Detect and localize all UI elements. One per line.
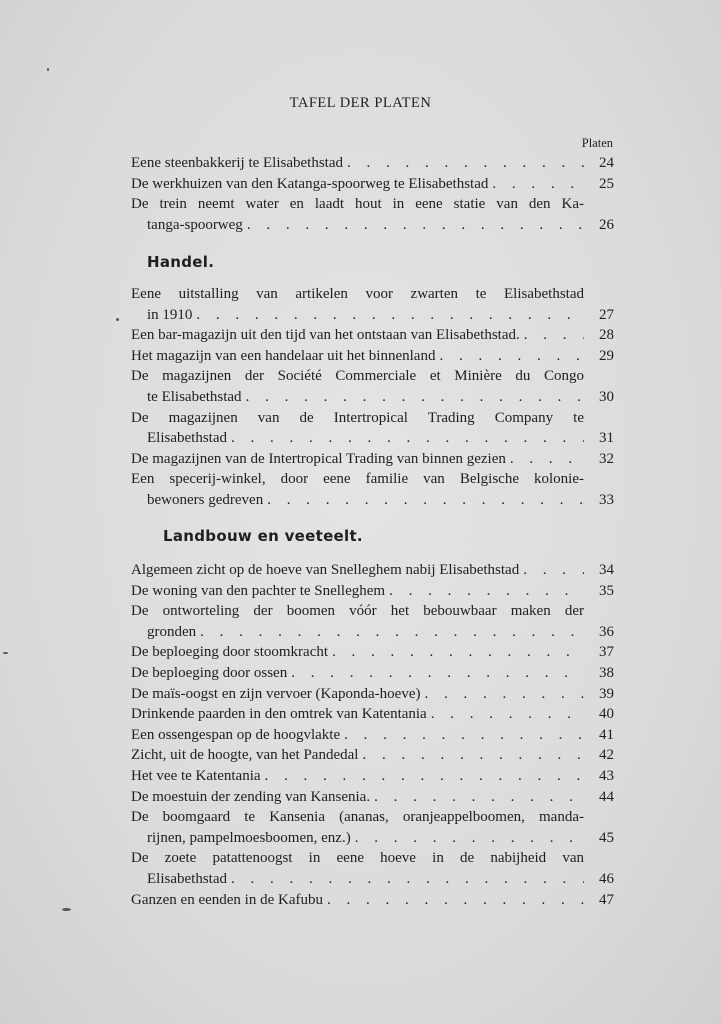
- dot-leader: [327, 890, 584, 911]
- entry-text-line: rijnen, pampelmoesboomen, enz.): [147, 829, 351, 846]
- plate-number: 43: [599, 768, 614, 785]
- dot-leader: [291, 663, 584, 684]
- plate-entry: [131, 704, 614, 725]
- plate-number: 24: [599, 155, 614, 171]
- plate-entry: [131, 787, 614, 808]
- entry-text-line: De ontworteling der boomen vóór het bebouwbaar maken der: [131, 603, 584, 620]
- dot-leader: [424, 684, 584, 705]
- plate-number: 41: [599, 726, 614, 743]
- paper-speck: [47, 68, 49, 71]
- plate-number: 46: [599, 871, 614, 887]
- dot-leader: [332, 642, 584, 663]
- plate-entry: [131, 408, 614, 449]
- dot-leader: [200, 622, 584, 643]
- plate-entry: [131, 449, 614, 470]
- plate-number: 34: [599, 562, 614, 579]
- plate-number: 29: [599, 347, 614, 364]
- plate-entry: [131, 848, 614, 889]
- plate-number: 38: [599, 665, 614, 682]
- plate-entry: [131, 745, 614, 766]
- plate-entry: [131, 469, 614, 510]
- plate-entry: [131, 153, 614, 174]
- entry-text-line: Het magazijn van een handelaar uit het binnenland: [131, 347, 436, 364]
- entry-text-line: De magazijnen der Société Commerciale et Minière du Congo: [131, 368, 584, 385]
- entry-text-line: gronden: [147, 623, 197, 640]
- dot-leader: [439, 346, 584, 367]
- plate-entry: [131, 366, 614, 407]
- plate-number: 26: [599, 216, 614, 233]
- entry-text-line: Een specerij-winkel, door eene familie van Belgische kolonie-: [131, 471, 584, 488]
- plate-number: 40: [599, 706, 614, 723]
- dot-leader: [524, 325, 584, 346]
- plate-entry: [131, 346, 614, 367]
- plate-entry: [131, 807, 614, 848]
- plate-entry: [131, 725, 614, 746]
- entry-text-line: De zoete patattenoogst in eene hoeve in de nabijheid van: [131, 850, 584, 867]
- plate-entry: [131, 890, 614, 911]
- plate-entry: [131, 663, 614, 684]
- dot-leader: [246, 387, 584, 408]
- section-heading: Handel.: [147, 253, 215, 272]
- entry-text-line: te Elisabethstad: [147, 388, 242, 405]
- paper-speck: [62, 908, 71, 911]
- entry-text-line: Elisabethstad: [147, 430, 227, 447]
- entry-text-line: bewoners gedreven: [147, 491, 264, 508]
- entry-text-line: De maïs-oogst en zijn vervoer (Kaponda-hoeve): [131, 685, 421, 702]
- plate-entry: [131, 560, 614, 581]
- entry-text-line: De boomgaard te Kansenia (ananas, oranjeappelboomen, manda-: [131, 809, 584, 826]
- dot-leader: [231, 869, 584, 890]
- plate-number: 25: [599, 175, 614, 192]
- entry-text-line: Drinkende paarden in den omtrek van Katentania: [131, 706, 427, 723]
- entry-text-line: De beploeging door stoomkracht: [131, 644, 329, 661]
- dot-leader: [267, 490, 584, 511]
- entry-text-line: Ganzen en eenden in de Kafubu: [131, 891, 323, 908]
- plate-number: 27: [599, 306, 614, 323]
- entry-text-line: De trein neemt water en laadt hout in eene statie van den Ka-: [131, 196, 584, 213]
- table-of-plates: [131, 153, 614, 910]
- plate-number: 44: [599, 788, 614, 805]
- plate-number: 36: [599, 623, 614, 640]
- plate-number: 33: [599, 491, 614, 508]
- plate-number: 42: [599, 747, 614, 764]
- dot-leader: [510, 449, 584, 470]
- entry-text-line: De magazijnen van de Intertropical Trading van binnen gezien: [131, 450, 506, 467]
- column-header-platen: Platen: [581, 136, 613, 150]
- page-title: TAFEL DER PLATEN: [289, 95, 432, 111]
- plate-entry: [131, 325, 614, 346]
- paper-speck: [3, 652, 8, 654]
- entry-text-line: De woning van den pachter te Snelleghem: [131, 582, 386, 599]
- entry-text-line: in 1910: [147, 306, 193, 323]
- plate-number: 37: [599, 644, 614, 661]
- dot-leader: [355, 828, 584, 849]
- entry-text-line: De moestuin der zending van Kansenia.: [131, 788, 371, 805]
- entry-text-line: Een bar-magazijn uit den tijd van het ontstaan van Elisabethstad.: [131, 327, 520, 344]
- plate-entry: [131, 684, 614, 705]
- dot-leader: [389, 581, 584, 602]
- entry-text-line: Het vee te Katentania: [131, 768, 261, 785]
- entry-text-line: De werkhuizen van den Katanga-spoorweg te Elisabethstad: [131, 175, 489, 192]
- plate-entry: [131, 766, 614, 787]
- plate-number: 28: [599, 327, 614, 344]
- dot-leader: [196, 305, 584, 326]
- plate-entry: [131, 581, 614, 602]
- entry-text-line: De beploeging door ossen: [131, 665, 288, 682]
- entry-text-line: Een ossengespan op de hoogvlakte: [131, 726, 341, 743]
- dot-leader: [431, 704, 584, 725]
- dot-leader: [523, 560, 584, 581]
- plate-number: 32: [599, 450, 614, 467]
- plate-entry: [131, 642, 614, 663]
- dot-leader: [265, 766, 584, 787]
- entry-text-line: Eene steenbakkerij te Elisabethstad: [131, 155, 343, 171]
- plate-entry: [131, 194, 614, 235]
- plate-number: 30: [599, 388, 614, 405]
- plate-number: 45: [599, 829, 614, 846]
- entry-text-line: tanga-spoorweg: [147, 216, 243, 233]
- entry-text-line: Elisabethstad: [147, 871, 227, 887]
- plate-number: 35: [599, 582, 614, 599]
- entry-text-line: Zicht, uit de hoogte, van het Pandedal: [131, 747, 359, 764]
- plate-number: 47: [599, 891, 614, 908]
- plate-number: 39: [599, 685, 614, 702]
- entry-text-line: Eene uitstalling van artikelen voor zwarten te Elisabethstad: [131, 285, 584, 302]
- dot-leader: [362, 745, 584, 766]
- dot-leader: [374, 787, 584, 808]
- plate-number: 31: [599, 430, 614, 447]
- paper-speck: [116, 318, 119, 321]
- entry-text-line: De magazijnen van de Intertropical Trading Company te: [131, 409, 584, 426]
- dot-leader: [492, 174, 584, 195]
- plate-entry: [131, 284, 614, 325]
- dot-leader: [247, 215, 584, 236]
- dot-leader: [344, 725, 584, 746]
- dot-leader: [347, 153, 584, 174]
- plate-entry: [131, 601, 614, 642]
- plate-entry: [131, 174, 614, 195]
- dot-leader: [231, 428, 584, 449]
- section-heading: Landbouw en veeteelt.: [163, 526, 363, 545]
- entry-text-line: Algemeen zicht op de hoeve van Snelleghem nabij Elisabethstad: [131, 562, 520, 579]
